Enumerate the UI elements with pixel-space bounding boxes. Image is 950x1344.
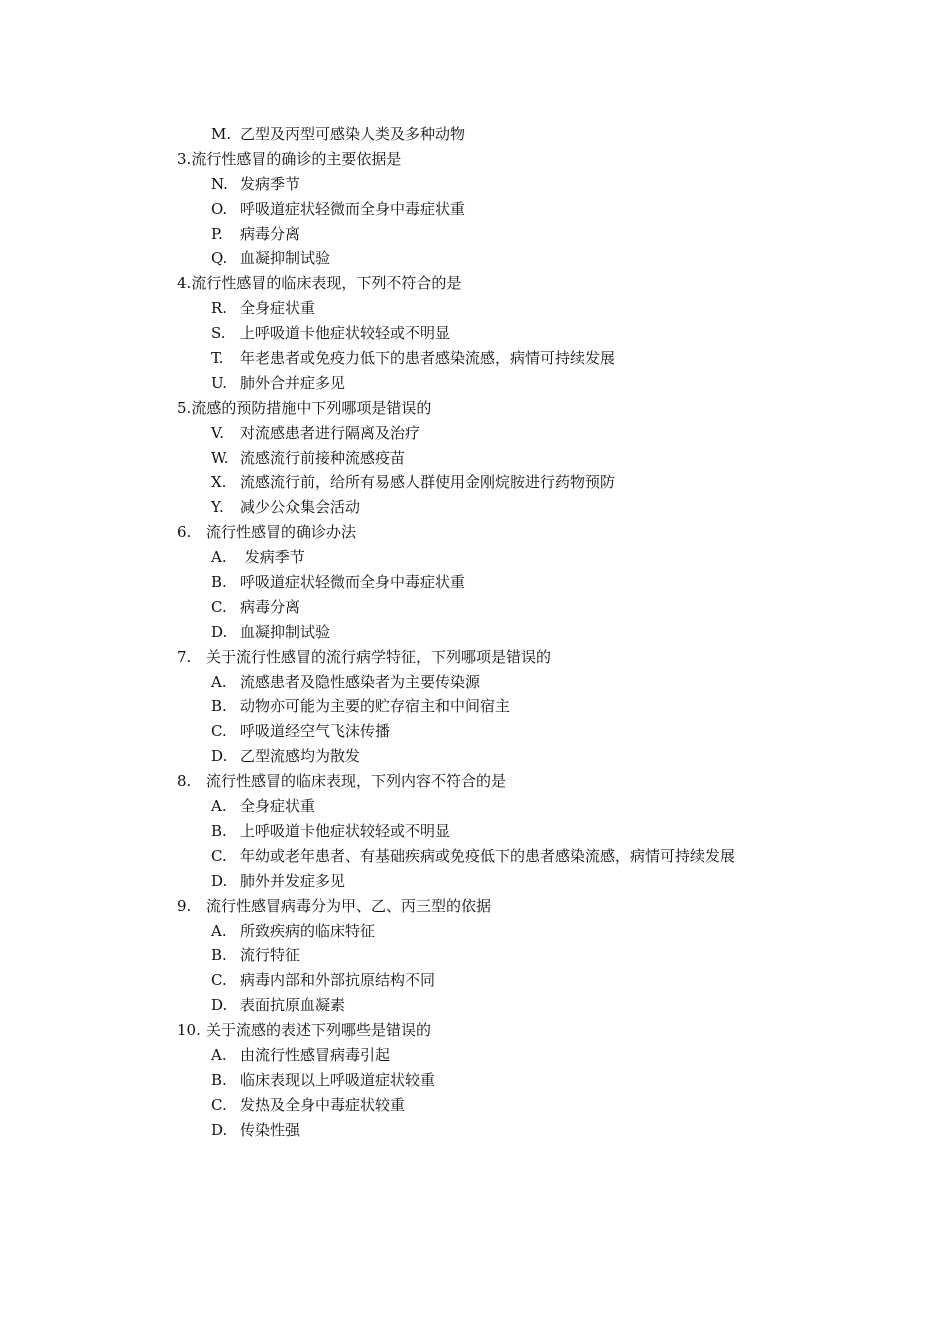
- answer-option: [0, 346, 950, 371]
- answer-option: [0, 545, 950, 570]
- answer-option: [0, 744, 950, 769]
- option-text: 呼吸道经空气飞沫传播: [240, 722, 391, 741]
- option-letter: S.: [211, 324, 226, 343]
- answer-option: [0, 421, 950, 446]
- answer-option: [0, 197, 950, 222]
- option-letter: C.: [211, 722, 227, 741]
- option-letter: A.: [211, 921, 227, 940]
- option-text: 呼吸道症状轻微而全身中毒症状重: [240, 573, 466, 592]
- option-text: 流感患者及隐性感染者为主要传染源: [240, 672, 481, 691]
- option-letter: N.: [211, 174, 228, 193]
- answer-option: [0, 122, 950, 147]
- option-letter: D.: [211, 747, 228, 766]
- question-text: 流行性感冒的确诊办法: [206, 523, 357, 542]
- option-text: 上呼吸道卡他症状较轻或不明显: [240, 821, 451, 840]
- answer-option: [0, 172, 950, 197]
- answer-option: [0, 993, 950, 1018]
- question-stem: [0, 645, 950, 670]
- option-text: 病毒内部和外部抗原结构不同: [240, 971, 436, 990]
- option-letter: T.: [211, 349, 224, 368]
- question-stem: [0, 769, 950, 794]
- option-letter: C.: [211, 1095, 227, 1114]
- answer-option: [0, 620, 950, 645]
- answer-option: [0, 371, 950, 396]
- question-stem: [0, 894, 950, 919]
- option-text: 上呼吸道卡他症状较轻或不明显: [240, 324, 451, 343]
- answer-option: [0, 819, 950, 844]
- answer-option: [0, 694, 950, 719]
- option-text: 全身症状重: [240, 299, 316, 318]
- answer-option: [0, 321, 950, 346]
- question-text: 关于流行性感冒的流行病学特征，下列哪项是错误的: [206, 647, 552, 666]
- question-number: 3.: [177, 149, 192, 168]
- option-letter: D.: [211, 996, 228, 1015]
- option-letter: X.: [211, 473, 227, 492]
- option-text: 动物亦可能为主要的贮存宿主和中间宿主: [240, 697, 511, 716]
- question-stem: [0, 271, 950, 296]
- option-letter: W.: [211, 448, 229, 467]
- option-text: 传染性强: [240, 1120, 301, 1139]
- option-text: 呼吸道症状轻微而全身中毒症状重: [240, 199, 466, 218]
- question-number: 5.: [177, 398, 192, 417]
- answer-option: [0, 968, 950, 993]
- question-list: [0, 122, 950, 1143]
- option-letter: O.: [211, 199, 228, 218]
- option-text: 发热及全身中毒症状较重: [240, 1095, 406, 1114]
- option-text: 乙型及丙型可感染人类及多种动物: [240, 125, 466, 143]
- option-letter: V.: [211, 423, 224, 442]
- answer-option: [0, 1093, 950, 1118]
- answer-option: [0, 595, 950, 620]
- option-text: 流感流行前接种流感疫苗: [240, 448, 406, 467]
- option-letter: B.: [211, 697, 227, 716]
- option-letter: Y.: [211, 498, 224, 517]
- question-text: 关于流感的表述下列哪些是错误的: [206, 1021, 432, 1040]
- option-text: 流行特征: [240, 946, 301, 965]
- question-stem: [0, 1018, 950, 1043]
- answer-option: [0, 869, 950, 894]
- option-text: 临床表现以上呼吸道症状较重: [240, 1070, 436, 1089]
- option-letter: M.: [211, 125, 232, 143]
- answer-option: [0, 919, 950, 944]
- option-text: 所致疾病的临床特征: [240, 921, 376, 940]
- answer-option: [0, 470, 950, 495]
- option-text: 对流感患者进行隔离及治疗: [240, 423, 421, 442]
- question-number: 9.: [177, 896, 192, 915]
- answer-option: [0, 296, 950, 321]
- question-number: 7.: [177, 647, 192, 666]
- option-text: 流感流行前，给所有易感人群使用金刚烷胺进行药物预防: [240, 473, 616, 492]
- question-stem: [0, 520, 950, 545]
- option-letter: Q.: [211, 249, 228, 268]
- option-letter: C.: [211, 846, 227, 865]
- option-letter: P.: [211, 224, 223, 243]
- answer-option: [0, 794, 950, 819]
- option-text: 年幼或老年患者、有基础疾病或免疫低下的患者感染流感，病情可持续发展: [240, 846, 736, 865]
- option-letter: A.: [211, 1045, 227, 1064]
- question-stem: [0, 396, 950, 421]
- option-text: 由流行性感冒病毒引起: [240, 1045, 391, 1064]
- question-stem: [0, 147, 950, 172]
- answer-option: [0, 943, 950, 968]
- option-text: 肺外合并症多见: [240, 373, 346, 392]
- option-text: 表面抗原血凝素: [240, 996, 346, 1015]
- answer-option: [0, 495, 950, 520]
- question-number: 6.: [177, 523, 192, 542]
- answer-option: [0, 1043, 950, 1068]
- option-text: 血凝抑制试验: [240, 249, 331, 268]
- question-text: 流行性感冒病毒分为甲、乙、丙三型的依据: [206, 896, 492, 915]
- option-letter: U.: [211, 373, 228, 392]
- option-text: 乙型流感均为散发: [240, 747, 361, 766]
- option-letter: R.: [211, 299, 228, 318]
- option-letter: B.: [211, 946, 227, 965]
- option-text: 病毒分离: [240, 224, 301, 243]
- answer-option: [0, 844, 950, 869]
- option-letter: C.: [211, 971, 227, 990]
- answer-option: [0, 1118, 950, 1143]
- question-text: 流行性感冒的确诊的主要依据是: [191, 149, 402, 168]
- option-letter: B.: [211, 573, 227, 592]
- answer-option: [0, 1068, 950, 1093]
- option-text: 发病季节: [240, 548, 305, 567]
- option-letter: A.: [211, 797, 227, 816]
- question-text: 流行性感冒的临床表现，下列内容不符合的是: [206, 772, 507, 791]
- answer-option: [0, 246, 950, 271]
- option-letter: B.: [211, 1070, 227, 1089]
- option-letter: D.: [211, 871, 228, 890]
- question-text: 流感的预防措施中下列哪项是错误的: [191, 398, 432, 417]
- question-number: 8.: [177, 772, 192, 791]
- option-letter: D.: [211, 1120, 228, 1139]
- option-text: 全身症状重: [240, 797, 316, 816]
- option-text: 年老患者或免疫力低下的患者感染流感，病情可持续发展: [240, 349, 616, 368]
- answer-option: [0, 570, 950, 595]
- option-text: 发病季节: [240, 174, 301, 193]
- option-text: 减少公众集会活动: [240, 498, 361, 517]
- question-number: 4.: [177, 274, 192, 293]
- question-text: 流行性感冒的临床表现，下列不符合的是: [191, 274, 462, 293]
- document-page: [0, 122, 950, 1143]
- answer-option: [0, 222, 950, 247]
- option-letter: A.: [211, 672, 227, 691]
- option-text: 病毒分离: [240, 597, 301, 616]
- option-letter: A.: [211, 548, 227, 567]
- option-letter: C.: [211, 597, 227, 616]
- option-text: 血凝抑制试验: [240, 622, 331, 641]
- option-text: 肺外并发症多见: [240, 871, 346, 890]
- option-letter: D.: [211, 622, 228, 641]
- answer-option: [0, 719, 950, 744]
- option-letter: B.: [211, 821, 227, 840]
- answer-option: [0, 670, 950, 695]
- question-number: 10.: [177, 1021, 201, 1040]
- answer-option: [0, 446, 950, 471]
